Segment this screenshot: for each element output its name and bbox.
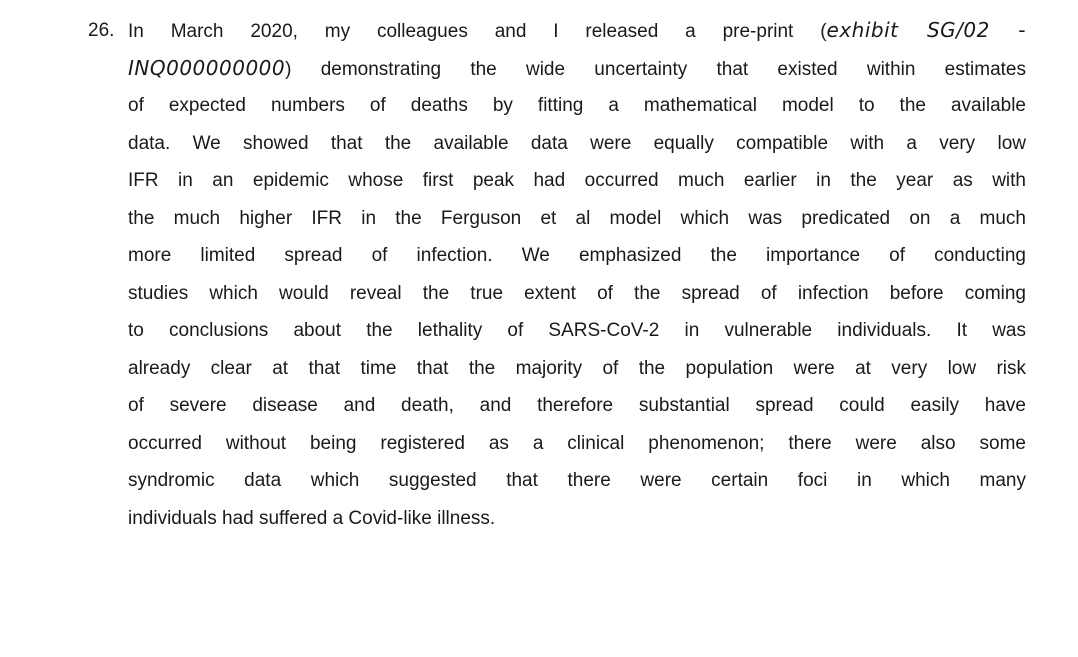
paragraph-number: 26. <box>88 20 115 41</box>
text-line <box>128 312 1026 350</box>
text-line <box>128 50 1026 88</box>
text-run: In March 2020, my colleagues and I released a pre-print ( <box>128 21 827 42</box>
exhibit-reference: exhibit SG/02 - <box>826 18 1026 42</box>
text-line <box>128 87 1026 125</box>
text-line <box>128 162 1026 200</box>
text-line <box>128 125 1026 163</box>
text-run: of severe disease and death, and therefore substantial spread could easily have <box>128 395 1026 416</box>
text-run: already clear at that time that the majority of the population were at very low risk <box>128 357 1026 379</box>
text-run: syndromic data which suggested that there were certain foci in which many <box>128 470 1026 491</box>
text-line <box>128 462 1026 500</box>
text-run: the much higher IFR in the Ferguson et al model which was predicated on a much <box>128 207 1026 229</box>
text-line <box>128 200 1026 238</box>
text-line <box>128 350 1026 388</box>
text-line <box>128 425 1026 463</box>
text-run: occurred without being registered as a clinical phenomenon; there were also some <box>128 432 1026 454</box>
text-run: more limited spread of infection. We emphasized the importance of conducting <box>128 245 1026 266</box>
text-line <box>128 237 1026 275</box>
text-run: IFR in an epidemic whose first peak had occurred much earlier in the year as with <box>128 170 1026 191</box>
text-run: individuals had suffered a Covid-like illness. <box>128 507 496 529</box>
text-line <box>128 500 1026 538</box>
text-run: ) demonstrating the wide uncertainty that existed within estimates <box>285 58 1026 80</box>
text-run: studies which would reveal the true extent of the spread of infection before coming <box>128 282 1026 304</box>
exhibit-reference: INQ000000000 <box>128 55 286 80</box>
text-line <box>128 275 1026 313</box>
text-line <box>128 387 1026 425</box>
text-line <box>128 12 1026 50</box>
text-run: data. We showed that the available data were equally compatible with a very low <box>128 132 1026 154</box>
text-run: to conclusions about the lethality of SARS-CoV-2 in vulnerable individuals. It was <box>128 320 1026 341</box>
text-run: of expected numbers of deaths by fitting a mathematical model to the available <box>128 95 1026 116</box>
paragraph-text <box>128 12 1026 537</box>
